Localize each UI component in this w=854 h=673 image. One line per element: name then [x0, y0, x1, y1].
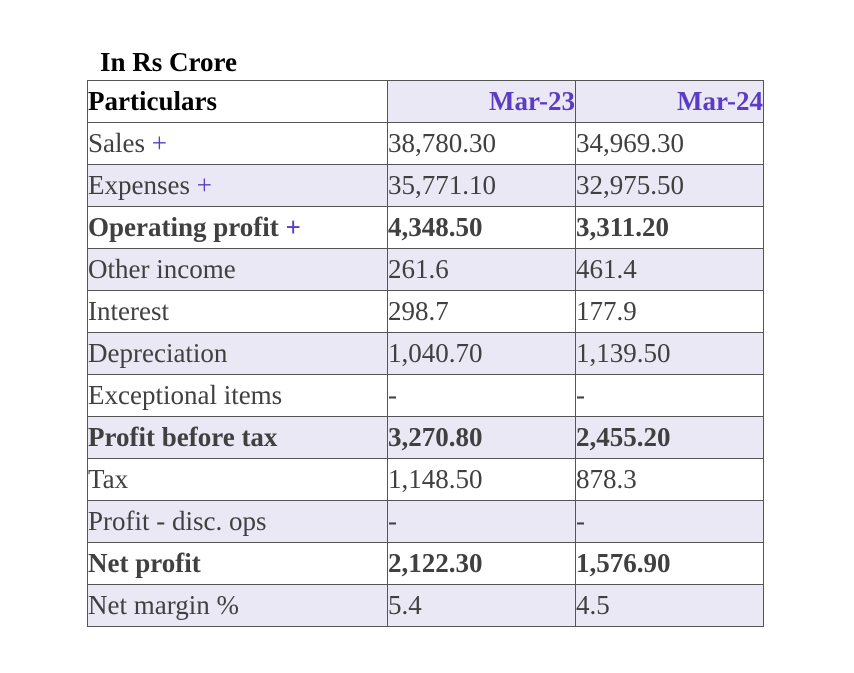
mar24-value: 2,455.20 [576, 417, 764, 459]
row-label: Interest [88, 291, 388, 333]
table-caption: In Rs Crore [100, 47, 238, 77]
row-label [88, 165, 388, 207]
table-row-profit-before-tax [88, 417, 764, 459]
mar24-value: 4.5 [576, 585, 764, 627]
table-row-sales[interactable] [88, 123, 764, 165]
mar23-value: 2,122.30 [388, 543, 576, 585]
header-row [88, 81, 764, 123]
mar23-value: 261.6 [388, 249, 576, 291]
table-row-exceptional-items [88, 375, 764, 417]
row-label: Depreciation [88, 333, 388, 375]
mar23-value: 298.7 [388, 291, 576, 333]
table-row-depreciation [88, 333, 764, 375]
mar24-value: 1,576.90 [576, 543, 764, 585]
mar24-value: 32,975.50 [576, 165, 764, 207]
row-label: Exceptional items [88, 375, 388, 417]
table-row-net-margin [88, 585, 764, 627]
row-label-text: Sales [88, 128, 145, 158]
row-label-text: Expenses [88, 170, 190, 200]
table-row-net-profit [88, 543, 764, 585]
row-label: Tax [88, 459, 388, 501]
table-row-tax [88, 459, 764, 501]
mar23-value: 5.4 [388, 585, 576, 627]
expand-plus-icon[interactable]: + [196, 170, 212, 200]
table-row-operating-profit[interactable] [88, 207, 764, 249]
mar24-value: 461.4 [576, 249, 764, 291]
row-label: Other income [88, 249, 388, 291]
mar23-value: 38,780.30 [388, 123, 576, 165]
table-row-profit-disc-ops [88, 501, 764, 543]
mar24-value: - [576, 501, 764, 543]
table-row-interest [88, 291, 764, 333]
particulars-header: Particulars [88, 81, 388, 123]
mar23-value: 3,270.80 [388, 417, 576, 459]
mar24-value: 3,311.20 [576, 207, 764, 249]
table-row-other-income [88, 249, 764, 291]
mar23-value: 1,040.70 [388, 333, 576, 375]
expand-plus-icon[interactable]: + [285, 212, 301, 242]
mar23-value: 35,771.10 [388, 165, 576, 207]
table-row-expenses[interactable] [88, 165, 764, 207]
row-label: Net margin % [88, 585, 388, 627]
row-label-text: Operating profit [88, 212, 279, 242]
row-label: Profit - disc. ops [88, 501, 388, 543]
financial-table [87, 80, 764, 627]
mar23-header: Mar-23 [388, 81, 576, 123]
row-label [88, 123, 388, 165]
row-label: Net profit [88, 543, 388, 585]
mar23-value: 4,348.50 [388, 207, 576, 249]
mar23-value: - [388, 501, 576, 543]
mar24-value: 878.3 [576, 459, 764, 501]
mar24-value: 177.9 [576, 291, 764, 333]
mar23-value: - [388, 375, 576, 417]
mar24-value: - [576, 375, 764, 417]
mar24-value: 34,969.30 [576, 123, 764, 165]
mar24-header: Mar-24 [576, 81, 764, 123]
row-label: Profit before tax [88, 417, 388, 459]
mar24-value: 1,139.50 [576, 333, 764, 375]
mar23-value: 1,148.50 [388, 459, 576, 501]
row-label [88, 207, 388, 249]
expand-plus-icon[interactable]: + [151, 128, 167, 158]
